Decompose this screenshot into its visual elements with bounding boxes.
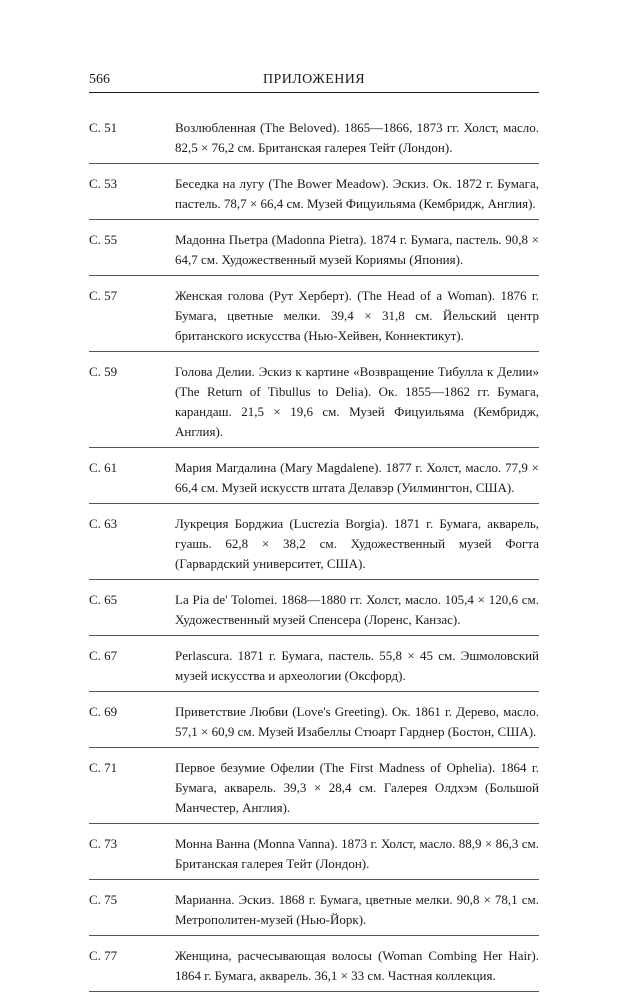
list-item bbox=[89, 590, 539, 636]
entry-description: Монна Ванна (Monna Vanna). 1873 г. Холст, масло. 88,9 × 86,3 см. Британская галерея Тейт (Лондон). bbox=[175, 836, 539, 871]
list-item bbox=[89, 286, 539, 352]
list-item bbox=[89, 758, 539, 824]
entry-page-ref: С. 71 bbox=[89, 760, 118, 775]
list-item bbox=[89, 890, 539, 936]
entry-page-ref: С. 69 bbox=[89, 704, 118, 719]
entry-page-ref: С. 67 bbox=[89, 648, 118, 663]
entry-page-ref: С. 77 bbox=[89, 948, 118, 963]
entry-page-ref: С. 61 bbox=[89, 460, 118, 475]
entry-description: Женская голова (Рут Херберт). (The Head of a Woman). 1876 г. Бумага, цветные мелки. 39,4 × 31,8 см. Йельский центр британского искусства (Нью-Хейвен, Коннектикут). bbox=[175, 288, 539, 343]
list-item bbox=[89, 702, 539, 748]
list-item bbox=[89, 118, 539, 164]
list-item bbox=[89, 174, 539, 220]
entry-page-ref: С. 65 bbox=[89, 592, 118, 607]
entry-page-ref: С. 55 bbox=[89, 232, 118, 247]
entry-description: La Pia de' Tolomei. 1868—1880 гг. Холст, масло. 105,4 × 120,6 см. Художественный музей Спенсера (Лоренс, Канзас). bbox=[175, 592, 539, 627]
list-item bbox=[89, 646, 539, 692]
entry-description: Мария Магдалина (Mary Magdalene). 1877 г. Холст, масло. 77,9 × 66,4 см. Музей искусств штата Делавэр (Уилмингтон, США). bbox=[175, 460, 539, 495]
entry-page-ref: С. 51 bbox=[89, 120, 118, 135]
entry-description: Женщина, расчесывающая волосы (Woman Combing Her Hair). 1864 г. Бумага, акварель. 36,1 × 33 см. Частная коллекция. bbox=[175, 948, 539, 983]
illustration-list bbox=[89, 118, 539, 1002]
entry-description: Голова Делии. Эскиз к картине «Возвращение Тибулла к Делии» (The Return of Tibullus to Delia). Ок. 1855—1862 гг. Бумага, карандаш. 21,5 × 19,6 см. Музей Фицуильяма (Кембридж, Англия). bbox=[175, 364, 539, 439]
entry-description: Perlascura. 1871 г. Бумага, пастель. 55,8 × 45 см. Эшмоловский музей искусства и археологии (Оксфорд). bbox=[175, 648, 539, 683]
list-item bbox=[89, 362, 539, 448]
entry-description: Мадонна Пьетра (Madonna Pietra). 1874 г. Бумага, пастель. 90,8 × 64,7 см. Художественный музей Кориямы (Япония). bbox=[175, 232, 539, 267]
entry-description: Беседка на лугу (The Bower Meadow). Эскиз. Ок. 1872 г. Бумага, пастель. 78,7 × 66,4 см. Музей Фицуильяма (Кембридж, Англия). bbox=[175, 176, 539, 211]
running-header bbox=[89, 70, 539, 93]
entry-page-ref: С. 59 bbox=[89, 364, 118, 379]
entry-description: Лукреция Борджиа (Lucrezia Borgia). 1871 г. Бумага, акварель, гуашь. 62,8 × 38,2 см. Художественный музей Фогта (Гарвардский университет, США). bbox=[175, 516, 539, 571]
list-item bbox=[89, 514, 539, 580]
entry-page-ref: С. 63 bbox=[89, 516, 118, 531]
entry-page-ref: С. 57 bbox=[89, 288, 118, 303]
entry-description: Приветствие Любви (Love's Greeting). Ок. 1861 г. Дерево, масло. 57,1 × 60,9 см. Музей Изабеллы Стюарт Гарднер (Бостон, США). bbox=[175, 704, 539, 739]
list-item bbox=[89, 458, 539, 504]
list-item bbox=[89, 834, 539, 880]
entry-page-ref: С. 73 bbox=[89, 836, 118, 851]
page-number: 566 bbox=[89, 72, 110, 87]
list-item bbox=[89, 230, 539, 276]
list-item bbox=[89, 946, 539, 992]
entry-description: Марианна. Эскиз. 1868 г. Бумага, цветные мелки. 90,8 × 78,1 см. Метрополитен-музей (Нью-Йорк). bbox=[175, 892, 539, 927]
section-title: ПРИЛОЖЕНИЯ bbox=[263, 72, 365, 87]
entry-page-ref: С. 75 bbox=[89, 892, 118, 907]
entry-description: Первое безумие Офелии (The First Madness of Ophelia). 1864 г. Бумага, акварель. 39,3 × 28,4 см. Галерея Олдхэм (Большой Манчестер, Англия). bbox=[175, 760, 539, 815]
entry-page-ref: С. 53 bbox=[89, 176, 118, 191]
entry-description: Возлюбленная (The Beloved). 1865—1866, 1873 гг. Холст, масло. 82,5 × 76,2 см. Британская галерея Тейт (Лондон). bbox=[175, 120, 539, 155]
